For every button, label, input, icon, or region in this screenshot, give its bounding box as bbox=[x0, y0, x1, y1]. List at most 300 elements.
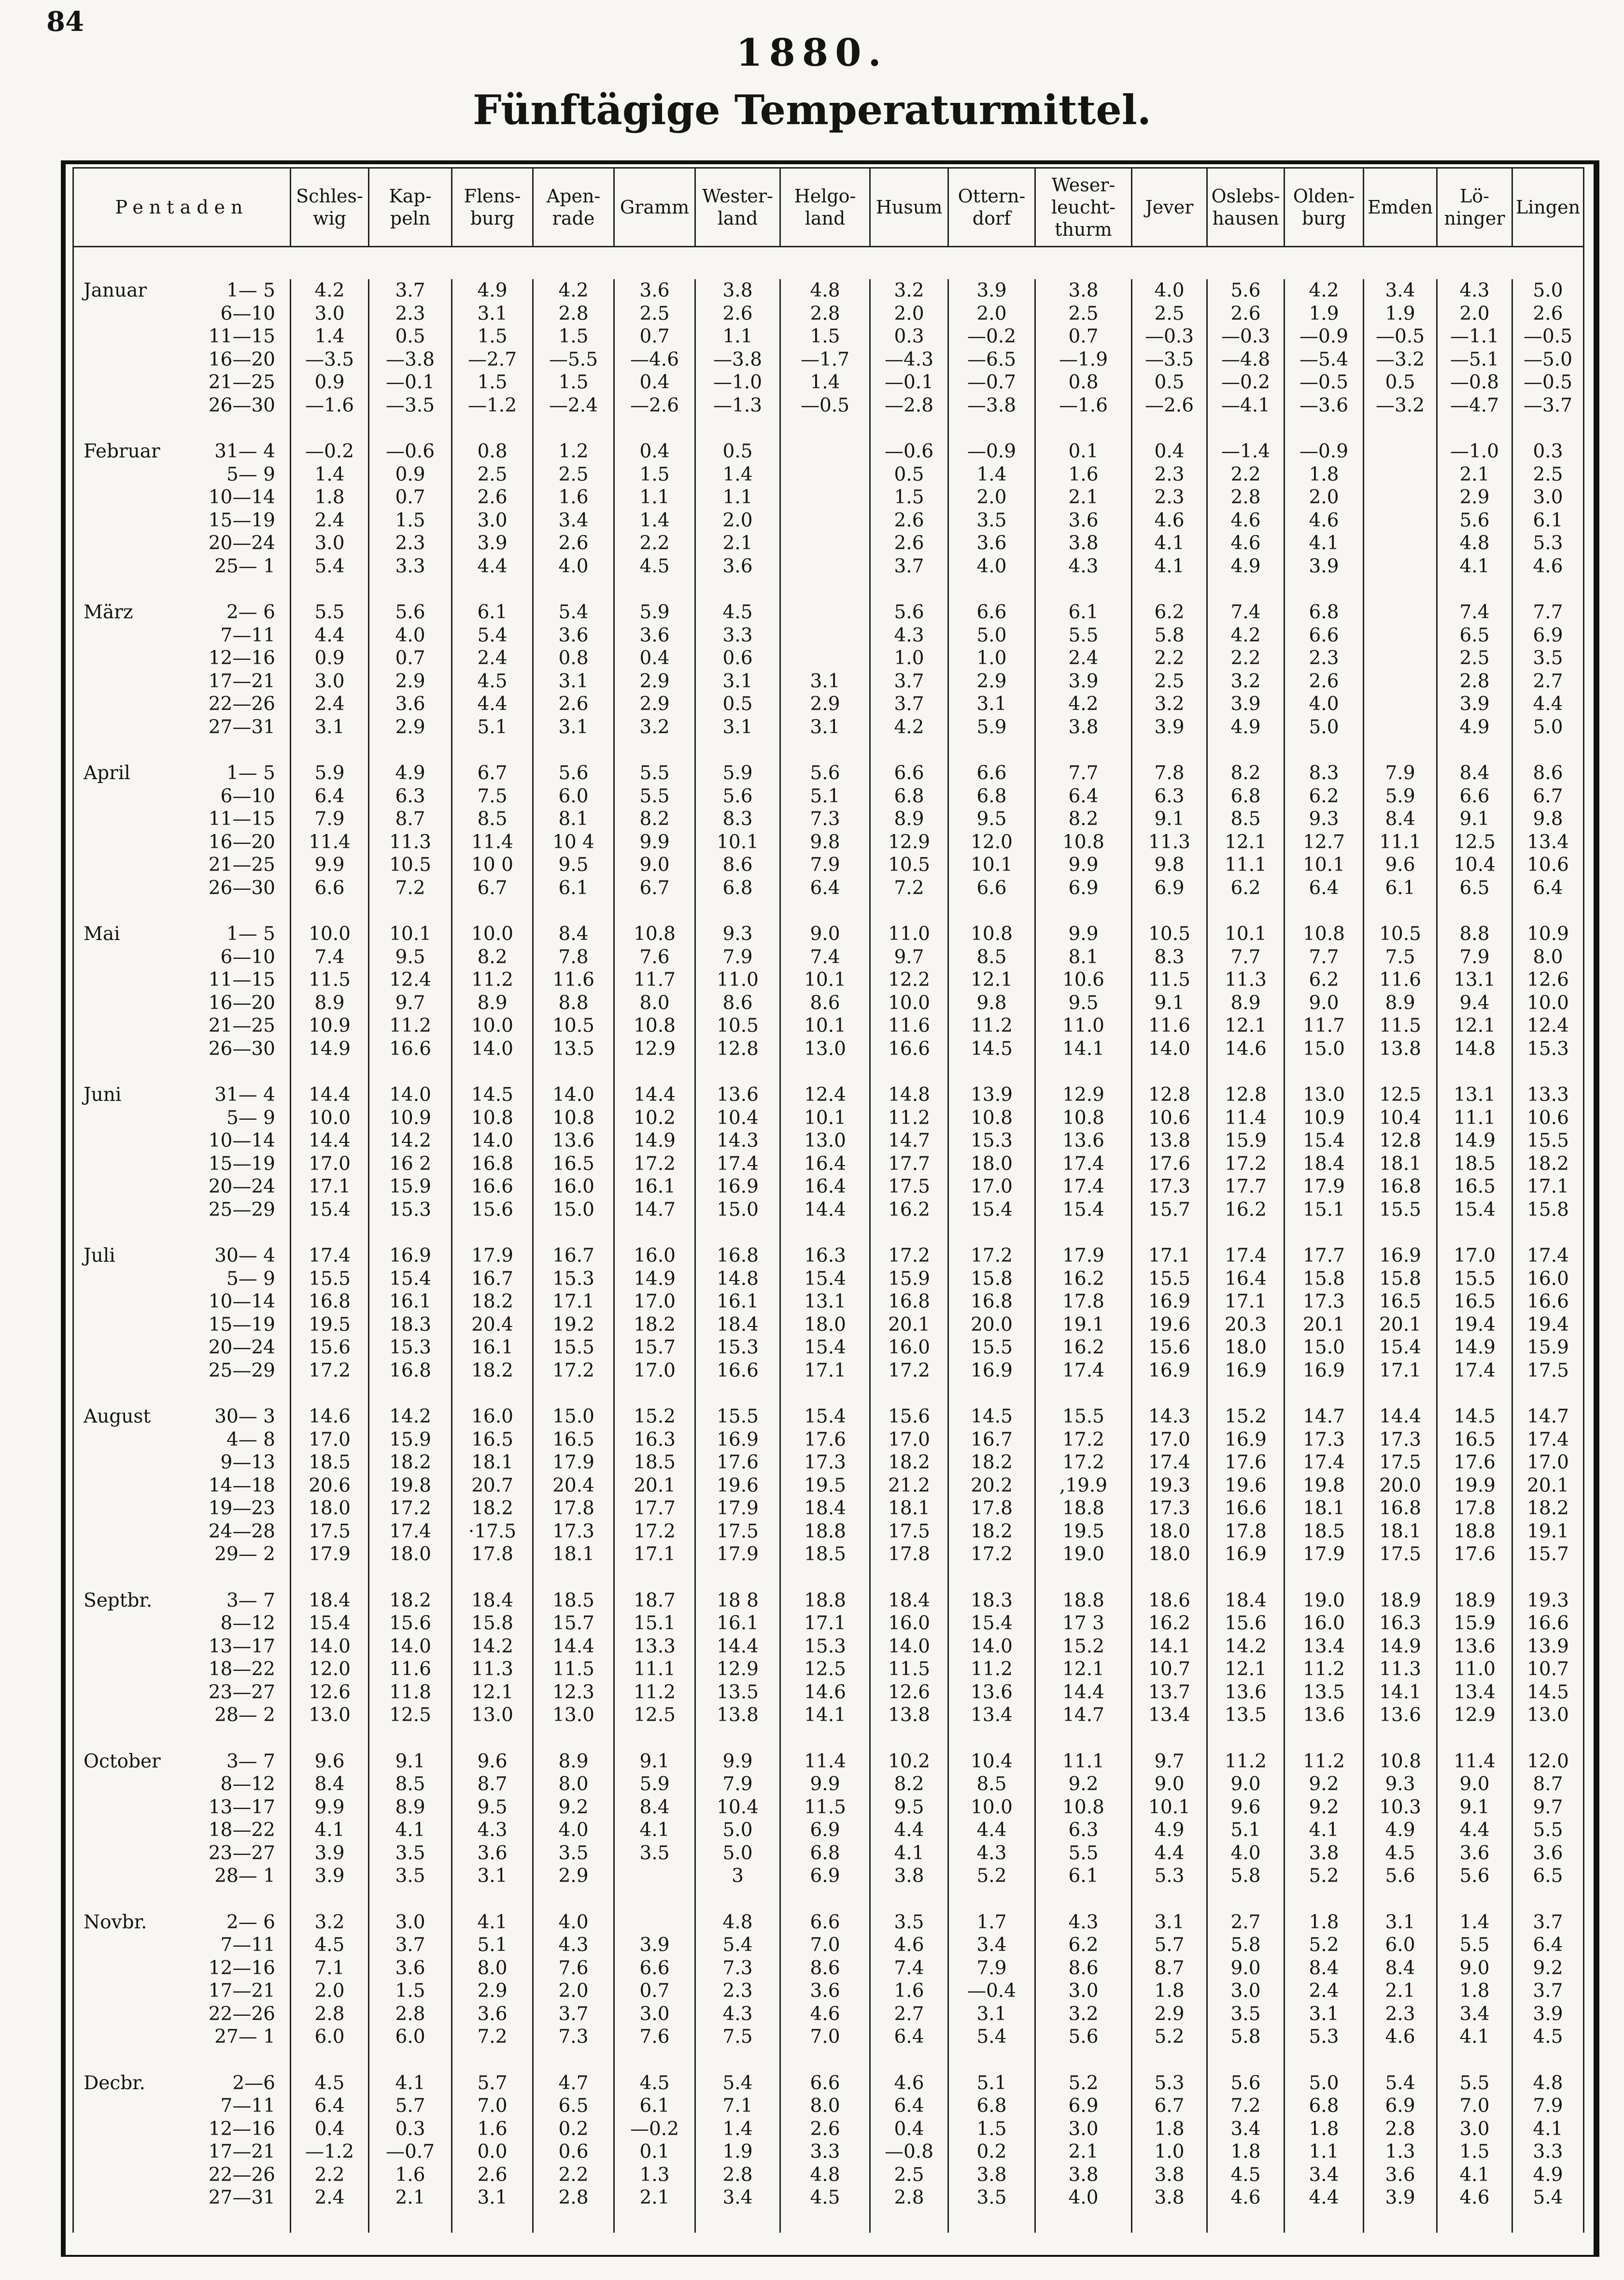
temperature-value: 15.0 bbox=[1303, 1038, 1345, 1060]
temperature-value: 6.1 bbox=[558, 877, 589, 899]
temperature-value: 2.4 bbox=[314, 509, 345, 531]
temperature-value: 4.1 bbox=[1459, 2026, 1490, 2048]
temperature-value: 9.4 bbox=[1459, 992, 1490, 1014]
temperature-value: 4.1 bbox=[1533, 2118, 1563, 2140]
temperature-value: 12.5 bbox=[634, 1704, 676, 1726]
temperature-value: 0.9 bbox=[314, 647, 345, 669]
temperature-value: 15.6 bbox=[389, 1612, 431, 1634]
station-values bbox=[614, 923, 695, 1083]
temperature-value: 6.1 bbox=[1068, 601, 1099, 623]
temperature-value: 14.4 bbox=[552, 1635, 594, 1657]
temperature-value: 17.5 bbox=[1379, 1543, 1421, 1565]
temperature-value: 8.9 bbox=[894, 808, 924, 830]
temperature-value: 17.8 bbox=[552, 1497, 594, 1519]
station-values bbox=[533, 2072, 614, 2233]
temperature-value: 16.9 bbox=[971, 1359, 1013, 1382]
temperature-value: 2.8 bbox=[395, 2003, 425, 2025]
station-values bbox=[1364, 762, 1437, 923]
temperature-value: 20.6 bbox=[309, 1474, 351, 1496]
temperature-value: 4.1 bbox=[395, 2072, 425, 2094]
temperature-value: —2.4 bbox=[549, 394, 598, 416]
temperature-value: 9.9 bbox=[639, 831, 670, 853]
temperature-value: 18.1 bbox=[471, 1452, 513, 1473]
temperature-value: 0.5 bbox=[722, 441, 753, 462]
temperature-value: 19.5 bbox=[309, 1313, 351, 1336]
station-values bbox=[533, 1083, 614, 1244]
temperature-value: 20.0 bbox=[971, 1313, 1013, 1336]
temperature-value: 11.1 bbox=[1454, 1107, 1496, 1129]
temperature-value: 18.4 bbox=[888, 1589, 930, 1611]
station-values bbox=[614, 2072, 695, 2233]
temperature-value: 15.3 bbox=[1527, 1038, 1569, 1060]
temperature-value: 4.5 bbox=[314, 2072, 345, 2094]
temperature-value: 9.6 bbox=[314, 1750, 345, 1772]
station-values bbox=[1285, 762, 1364, 923]
temperature-value: 8.4 bbox=[558, 923, 589, 945]
temperature-value: —0.3 bbox=[1221, 326, 1271, 347]
temperature-value: 18.5 bbox=[1303, 1520, 1345, 1542]
pentad-cell bbox=[73, 762, 291, 923]
station-values bbox=[1207, 1244, 1285, 1405]
temperature-value: 7.3 bbox=[722, 1957, 753, 1979]
temperature-value: 17.6 bbox=[1225, 1452, 1267, 1473]
temperature-value: 5.5 bbox=[314, 601, 345, 623]
temperature-value: 19.3 bbox=[1527, 1589, 1569, 1611]
temperature-value: 11.6 bbox=[888, 1015, 930, 1037]
temperature-value: 11.4 bbox=[309, 831, 351, 853]
month-name: Februar bbox=[84, 441, 160, 462]
temperature-value: 8.8 bbox=[558, 992, 589, 1014]
temperature-value: 4.8 bbox=[810, 2164, 840, 2186]
temperature-value: —5.1 bbox=[1450, 348, 1499, 370]
temperature-value: 14.7 bbox=[1527, 1406, 1569, 1427]
station-values bbox=[614, 1405, 695, 1589]
temperature-value: 2.8 bbox=[810, 302, 840, 325]
temperature-value: 6.8 bbox=[810, 1842, 840, 1864]
station-values bbox=[369, 923, 452, 1083]
temperature-value: 8.7 bbox=[395, 808, 425, 830]
month-name: Septbr. bbox=[84, 1589, 153, 1611]
temperature-value: 10.0 bbox=[471, 923, 513, 945]
temperature-value: 4.5 bbox=[477, 670, 508, 692]
temperature-value: 12.5 bbox=[389, 1704, 431, 1726]
temperature-value: 16.1 bbox=[717, 1291, 759, 1312]
temperature-value: 3.7 bbox=[558, 2003, 589, 2025]
temperature-value: 14.7 bbox=[634, 1198, 676, 1221]
temperature-value: —3.8 bbox=[713, 348, 763, 370]
temperature-value: 4.6 bbox=[1309, 509, 1339, 531]
temperature-value: 17.3 bbox=[1148, 1497, 1190, 1519]
temperature-value: 17.0 bbox=[1148, 1428, 1190, 1451]
temperature-value: 4.2 bbox=[314, 280, 345, 301]
station-values bbox=[948, 1083, 1035, 1244]
station-values bbox=[1285, 923, 1364, 1083]
temperature-value: 9.2 bbox=[1068, 1773, 1099, 1795]
pentad-label: 6—10 bbox=[220, 785, 275, 807]
station-values bbox=[369, 279, 452, 440]
station-values bbox=[452, 1911, 533, 2072]
temperature-value: 14.3 bbox=[1148, 1406, 1190, 1427]
temperature-value: 5.5 bbox=[1533, 1819, 1563, 1841]
temperature-value: 16.5 bbox=[552, 1153, 594, 1175]
temperature-value: —0.3 bbox=[1144, 326, 1194, 347]
temperature-value: 17.3 bbox=[552, 1520, 594, 1542]
temperature-value: 10.1 bbox=[717, 831, 759, 853]
station-values bbox=[780, 601, 870, 762]
temperature-value: 2.0 bbox=[314, 1980, 345, 2002]
pentad-label: 11—15 bbox=[208, 808, 275, 830]
temperature-value: 6.3 bbox=[1068, 1819, 1099, 1841]
temperature-value: 14.9 bbox=[634, 1268, 676, 1290]
temperature-value: 8.3 bbox=[1309, 762, 1339, 784]
temperature-value: 3.1 bbox=[558, 716, 589, 738]
header-spacer bbox=[73, 247, 1584, 280]
temperature-value: 2.9 bbox=[639, 693, 670, 715]
temperature-value: 3.9 bbox=[477, 532, 508, 554]
temperature-value: 9.2 bbox=[1309, 1796, 1339, 1818]
temperature-value: 12.2 bbox=[888, 969, 930, 991]
temperature-value: 6.0 bbox=[314, 2026, 345, 2048]
month-row bbox=[73, 440, 1584, 601]
station-values bbox=[1207, 762, 1285, 923]
station-values bbox=[1437, 1911, 1512, 2072]
temperature-value: 6.2 bbox=[1309, 785, 1339, 807]
temperature-value: 17.7 bbox=[1303, 1245, 1345, 1267]
temperature-value: 9.2 bbox=[1309, 1773, 1339, 1795]
temperature-value: 2.7 bbox=[894, 2003, 924, 2025]
pentad-label: 8—12 bbox=[220, 1773, 275, 1795]
temperature-value: 5.4 bbox=[314, 555, 345, 577]
station-values bbox=[870, 1911, 948, 2072]
temperature-value: 14.1 bbox=[1148, 1635, 1190, 1657]
station-values bbox=[614, 1244, 695, 1405]
temperature-value: 3.9 bbox=[1309, 555, 1339, 577]
temperature-value: 9.3 bbox=[1309, 808, 1339, 830]
month-row bbox=[73, 1244, 1584, 1405]
temperature-value: 9.8 bbox=[1154, 854, 1185, 876]
temperature-value: 8.7 bbox=[1154, 1957, 1185, 1979]
temperature-value: 2.1 bbox=[1068, 486, 1099, 508]
station-values bbox=[1437, 440, 1512, 601]
temperature-value: 17.6 bbox=[1454, 1452, 1496, 1473]
temperature-value: 1.5 bbox=[558, 371, 589, 393]
temperature-value: 6.6 bbox=[1309, 624, 1339, 646]
temperature-value: 4.1 bbox=[1459, 2164, 1490, 2186]
temperature-value: 16.1 bbox=[389, 1291, 431, 1312]
temperature-value: 12.4 bbox=[804, 1084, 846, 1106]
temperature-value: 18.4 bbox=[1303, 1153, 1345, 1175]
temperature-value: 2.5 bbox=[558, 463, 589, 485]
temperature-value: 10.5 bbox=[717, 1015, 759, 1037]
temperature-value: 14.8 bbox=[717, 1268, 759, 1290]
temperature-value: 10.9 bbox=[1303, 1107, 1345, 1129]
station-values bbox=[870, 923, 948, 1083]
station-values bbox=[695, 1589, 780, 1750]
col-head-station: Gramm bbox=[614, 168, 695, 247]
temperature-value: 18.4 bbox=[717, 1313, 759, 1336]
station-values bbox=[1437, 601, 1512, 762]
temperature-value bbox=[1364, 601, 1436, 624]
temperature-value: 4.2 bbox=[1230, 624, 1261, 646]
temperature-value: 8.0 bbox=[639, 992, 670, 1014]
temperature-value: 18.2 bbox=[1527, 1153, 1569, 1175]
temperature-value: 8.1 bbox=[1068, 946, 1099, 968]
station-values bbox=[870, 440, 948, 601]
station-values bbox=[1364, 923, 1437, 1083]
temperature-value: 0.4 bbox=[639, 371, 670, 393]
temperature-value: 16.8 bbox=[1379, 1176, 1421, 1197]
temperature-value: 1.9 bbox=[1309, 302, 1339, 325]
station-values bbox=[533, 923, 614, 1083]
temperature-value: 3.4 bbox=[1309, 2164, 1339, 2186]
temperature-value: 4.8 bbox=[1459, 532, 1490, 554]
temperature-value: 11.2 bbox=[1303, 1658, 1345, 1680]
temperature-value: 10.9 bbox=[309, 1015, 351, 1037]
temperature-value: 10.5 bbox=[1379, 923, 1421, 945]
temperature-value: 6.4 bbox=[314, 785, 345, 807]
temperature-value: 5.3 bbox=[1533, 532, 1563, 554]
station-values bbox=[695, 923, 780, 1083]
temperature-value: 17.4 bbox=[1062, 1153, 1104, 1175]
temperature-value bbox=[1364, 647, 1436, 670]
temperature-value: 10.6 bbox=[1527, 854, 1569, 876]
pentad-label: 22—26 bbox=[208, 2003, 275, 2025]
temperature-value: 11.7 bbox=[634, 969, 676, 991]
pentad-label: 22—26 bbox=[208, 693, 275, 715]
temperature-value: 5.0 bbox=[1309, 716, 1339, 738]
temperature-value: 15.5 bbox=[552, 1337, 594, 1358]
temperature-value: 15.4 bbox=[971, 1612, 1013, 1634]
temperature-value: 3.6 bbox=[976, 532, 1007, 554]
temperature-value: 11.5 bbox=[1379, 1015, 1421, 1037]
temperature-value: 7.7 bbox=[1068, 762, 1099, 784]
temperature-value: 13.5 bbox=[1225, 1704, 1267, 1726]
temperature-value: 2.3 bbox=[722, 1980, 753, 2002]
pentad-label: 17—21 bbox=[208, 1980, 275, 2002]
temperature-value: 1.6 bbox=[477, 2118, 508, 2140]
temperature-value: 2.1 bbox=[1068, 2141, 1099, 2163]
temperature-value: 7.9 bbox=[810, 854, 840, 876]
station-values bbox=[1364, 1244, 1437, 1405]
temperature-value: 17.6 bbox=[1148, 1153, 1190, 1175]
temperature-value: 20.2 bbox=[971, 1474, 1013, 1496]
temperature-value: 13.8 bbox=[717, 1704, 759, 1726]
temperature-value: 7.4 bbox=[1459, 601, 1490, 623]
station-values bbox=[452, 1750, 533, 1911]
temperature-value: —0.5 bbox=[1299, 371, 1349, 393]
temperature-value: 4.0 bbox=[558, 1819, 589, 1841]
temperature-value: 2.0 bbox=[1459, 302, 1490, 325]
temperature-value: 18.8 bbox=[804, 1589, 846, 1611]
temperature-value: 0.5 bbox=[1385, 371, 1415, 393]
temperature-value: 13.9 bbox=[971, 1084, 1013, 1106]
temperature-value: 9.0 bbox=[1230, 1957, 1261, 1979]
temperature-value: 7.9 bbox=[722, 946, 753, 968]
station-values bbox=[870, 1405, 948, 1589]
temperature-value: 3.8 bbox=[1154, 2164, 1185, 2186]
temperature-value: 14.1 bbox=[804, 1704, 846, 1726]
temperature-value: 6.9 bbox=[1533, 624, 1563, 646]
temperature-value: 4.6 bbox=[1459, 2187, 1490, 2209]
temperature-value: 4.1 bbox=[1309, 532, 1339, 554]
temperature-value bbox=[1364, 463, 1436, 486]
temperature-value: 2.5 bbox=[639, 302, 670, 325]
temperature-value: 12.1 bbox=[1225, 1658, 1267, 1680]
temperature-value: 17.7 bbox=[634, 1497, 676, 1519]
temperature-value: 6.8 bbox=[894, 785, 924, 807]
temperature-value: 18.2 bbox=[888, 1452, 930, 1473]
temperature-value: 4.5 bbox=[722, 601, 753, 623]
pentad-cell bbox=[73, 923, 291, 1083]
temperature-value: 3.1 bbox=[314, 716, 345, 738]
station-values bbox=[1364, 279, 1437, 440]
month-row bbox=[73, 1405, 1584, 1589]
temperature-value: 4.3 bbox=[1068, 1911, 1099, 1933]
temperature-value: 15.6 bbox=[471, 1198, 513, 1221]
temperature-value: 8.6 bbox=[810, 992, 840, 1014]
temperature-value: 18.1 bbox=[1379, 1153, 1421, 1175]
month-name: Mai bbox=[84, 923, 120, 945]
temperature-value: 4.1 bbox=[894, 1842, 924, 1864]
temperature-value: 16.1 bbox=[471, 1337, 513, 1358]
temperature-value: 6.4 bbox=[1533, 1934, 1563, 1956]
temperature-value: 19.0 bbox=[1062, 1543, 1104, 1565]
temperature-value: 11.2 bbox=[1225, 1750, 1267, 1772]
temperature-value: 10.8 bbox=[1379, 1750, 1421, 1772]
temperature-value: 2.3 bbox=[1385, 2003, 1415, 2025]
temperature-value: 15.0 bbox=[552, 1406, 594, 1427]
temperature-value: 15.8 bbox=[1379, 1268, 1421, 1290]
temperature-value: 15.5 bbox=[971, 1337, 1013, 1358]
temperature-value: 14.2 bbox=[389, 1406, 431, 1427]
temperature-value: 0.1 bbox=[1068, 441, 1099, 462]
temperature-value: 17.3 bbox=[1379, 1428, 1421, 1451]
temperature-value: 2.8 bbox=[1230, 486, 1261, 508]
station-values bbox=[695, 279, 780, 440]
station-values bbox=[1035, 2072, 1132, 2233]
temperature-value: 5.6 bbox=[722, 785, 753, 807]
temperature-value: 9.9 bbox=[810, 1773, 840, 1795]
temperature-value: 4.1 bbox=[1154, 555, 1185, 577]
temperature-value: 2.1 bbox=[639, 2187, 670, 2209]
station-values bbox=[1437, 1244, 1512, 1405]
pentad-label: 10—14 bbox=[208, 486, 275, 508]
temperature-value: 12.1 bbox=[1225, 831, 1267, 853]
temperature-value: 18.2 bbox=[971, 1452, 1013, 1473]
temperature-value: 18.1 bbox=[1379, 1520, 1421, 1542]
station-values bbox=[870, 1083, 948, 1244]
temperature-value: 6.3 bbox=[395, 785, 425, 807]
temperature-value: 3.4 bbox=[558, 509, 589, 531]
temperature-value: 8.1 bbox=[558, 808, 589, 830]
temperature-value: 1.9 bbox=[722, 2141, 753, 2163]
pentad-label: 20—24 bbox=[208, 532, 275, 554]
pentad-label: 16—20 bbox=[208, 831, 275, 853]
temperature-value: 2.9 bbox=[1459, 486, 1490, 508]
page-title: Fünftägige Temperaturmittel. bbox=[473, 86, 1151, 134]
temperature-value: 9.0 bbox=[1154, 1773, 1185, 1795]
temperature-value: —1.3 bbox=[713, 394, 763, 416]
col-head-station: Kap- peln bbox=[369, 168, 452, 247]
pentad-label: 15—19 bbox=[208, 1313, 275, 1336]
temperature-value: 5.9 bbox=[1385, 785, 1415, 807]
temperature-value: —3.6 bbox=[1299, 394, 1349, 416]
temperature-value: 17.2 bbox=[971, 1543, 1013, 1565]
temperature-value: 4.6 bbox=[1154, 509, 1185, 531]
temperature-value: 6.1 bbox=[1068, 1865, 1099, 1887]
temperature-value: 5.8 bbox=[1154, 624, 1185, 646]
temperature-value: 14.7 bbox=[888, 1130, 930, 1152]
temperature-value: 4.2 bbox=[894, 716, 924, 738]
temperature-value: 2.5 bbox=[1154, 670, 1185, 692]
temperature-value: 11.3 bbox=[471, 1658, 513, 1680]
temperature-value: 3.8 bbox=[894, 1865, 924, 1887]
temperature-value: 3.0 bbox=[477, 509, 508, 531]
temperature-value: 20.1 bbox=[888, 1313, 930, 1336]
temperature-value: 17.9 bbox=[471, 1245, 513, 1267]
temperature-value: 0.3 bbox=[1533, 441, 1563, 462]
temperature-value: 2.5 bbox=[477, 463, 508, 485]
temperature-value: 13.6 bbox=[717, 1084, 759, 1106]
temperature-value: 5.9 bbox=[314, 762, 345, 784]
temperature-value: 15.4 bbox=[804, 1337, 846, 1358]
temperature-value: 15.8 bbox=[1303, 1268, 1345, 1290]
temperature-value bbox=[781, 555, 869, 578]
temperature-value: 12.8 bbox=[1148, 1084, 1190, 1106]
temperature-value: 14.6 bbox=[309, 1406, 351, 1427]
temperature-value: 17.2 bbox=[888, 1359, 930, 1382]
temperature-value: 8.2 bbox=[1230, 762, 1261, 784]
station-values bbox=[1132, 923, 1207, 1083]
station-values bbox=[870, 1750, 948, 1911]
temperature-value: 9.8 bbox=[810, 831, 840, 853]
temperature-value: 4.3 bbox=[722, 2003, 753, 2025]
temperature-value: 6.1 bbox=[639, 2095, 670, 2117]
col-head-station: Weser- leucht- thurm bbox=[1035, 168, 1132, 247]
temperature-value: 3.4 bbox=[722, 2187, 753, 2209]
station-values bbox=[870, 1589, 948, 1750]
temperature-value: 11.5 bbox=[804, 1796, 846, 1818]
temperature-value: 10.8 bbox=[552, 1107, 594, 1129]
temperature-value: 4.4 bbox=[314, 624, 345, 646]
temperature-value: 6.8 bbox=[976, 2095, 1007, 2117]
temperature-value: 5.2 bbox=[1068, 2072, 1099, 2094]
temperature-value: 16.9 bbox=[717, 1176, 759, 1197]
station-values bbox=[695, 1405, 780, 1589]
temperature-value: 13.0 bbox=[1527, 1704, 1569, 1726]
temperature-value: 3.1 bbox=[477, 2187, 508, 2209]
station-values bbox=[1207, 601, 1285, 762]
temperature-value: 2.0 bbox=[976, 486, 1007, 508]
temperature-value: 16.6 bbox=[1225, 1497, 1267, 1519]
month-row bbox=[73, 1750, 1584, 1911]
temperature-value: —0.8 bbox=[884, 2141, 934, 2163]
temperature-value: 1.8 bbox=[1230, 2141, 1261, 2163]
temperature-value: 9.5 bbox=[395, 946, 425, 968]
temperature-value: 9.0 bbox=[1459, 1773, 1490, 1795]
temperature-value: 15.9 bbox=[389, 1428, 431, 1451]
temperature-value: 14.2 bbox=[471, 1635, 513, 1657]
temperature-value: 1.8 bbox=[1309, 1911, 1339, 1933]
temperature-value: —3.8 bbox=[385, 348, 435, 370]
temperature-value: 5.5 bbox=[1459, 2072, 1490, 2094]
temperature-value: 14.2 bbox=[389, 1130, 431, 1152]
temperature-value: 17.2 bbox=[634, 1520, 676, 1542]
pentad-label: 26—30 bbox=[208, 877, 275, 899]
temperature-value: 2.6 bbox=[1533, 302, 1563, 325]
temperature-value: 9.1 bbox=[395, 1750, 425, 1772]
temperature-value: 9.6 bbox=[1230, 1796, 1261, 1818]
